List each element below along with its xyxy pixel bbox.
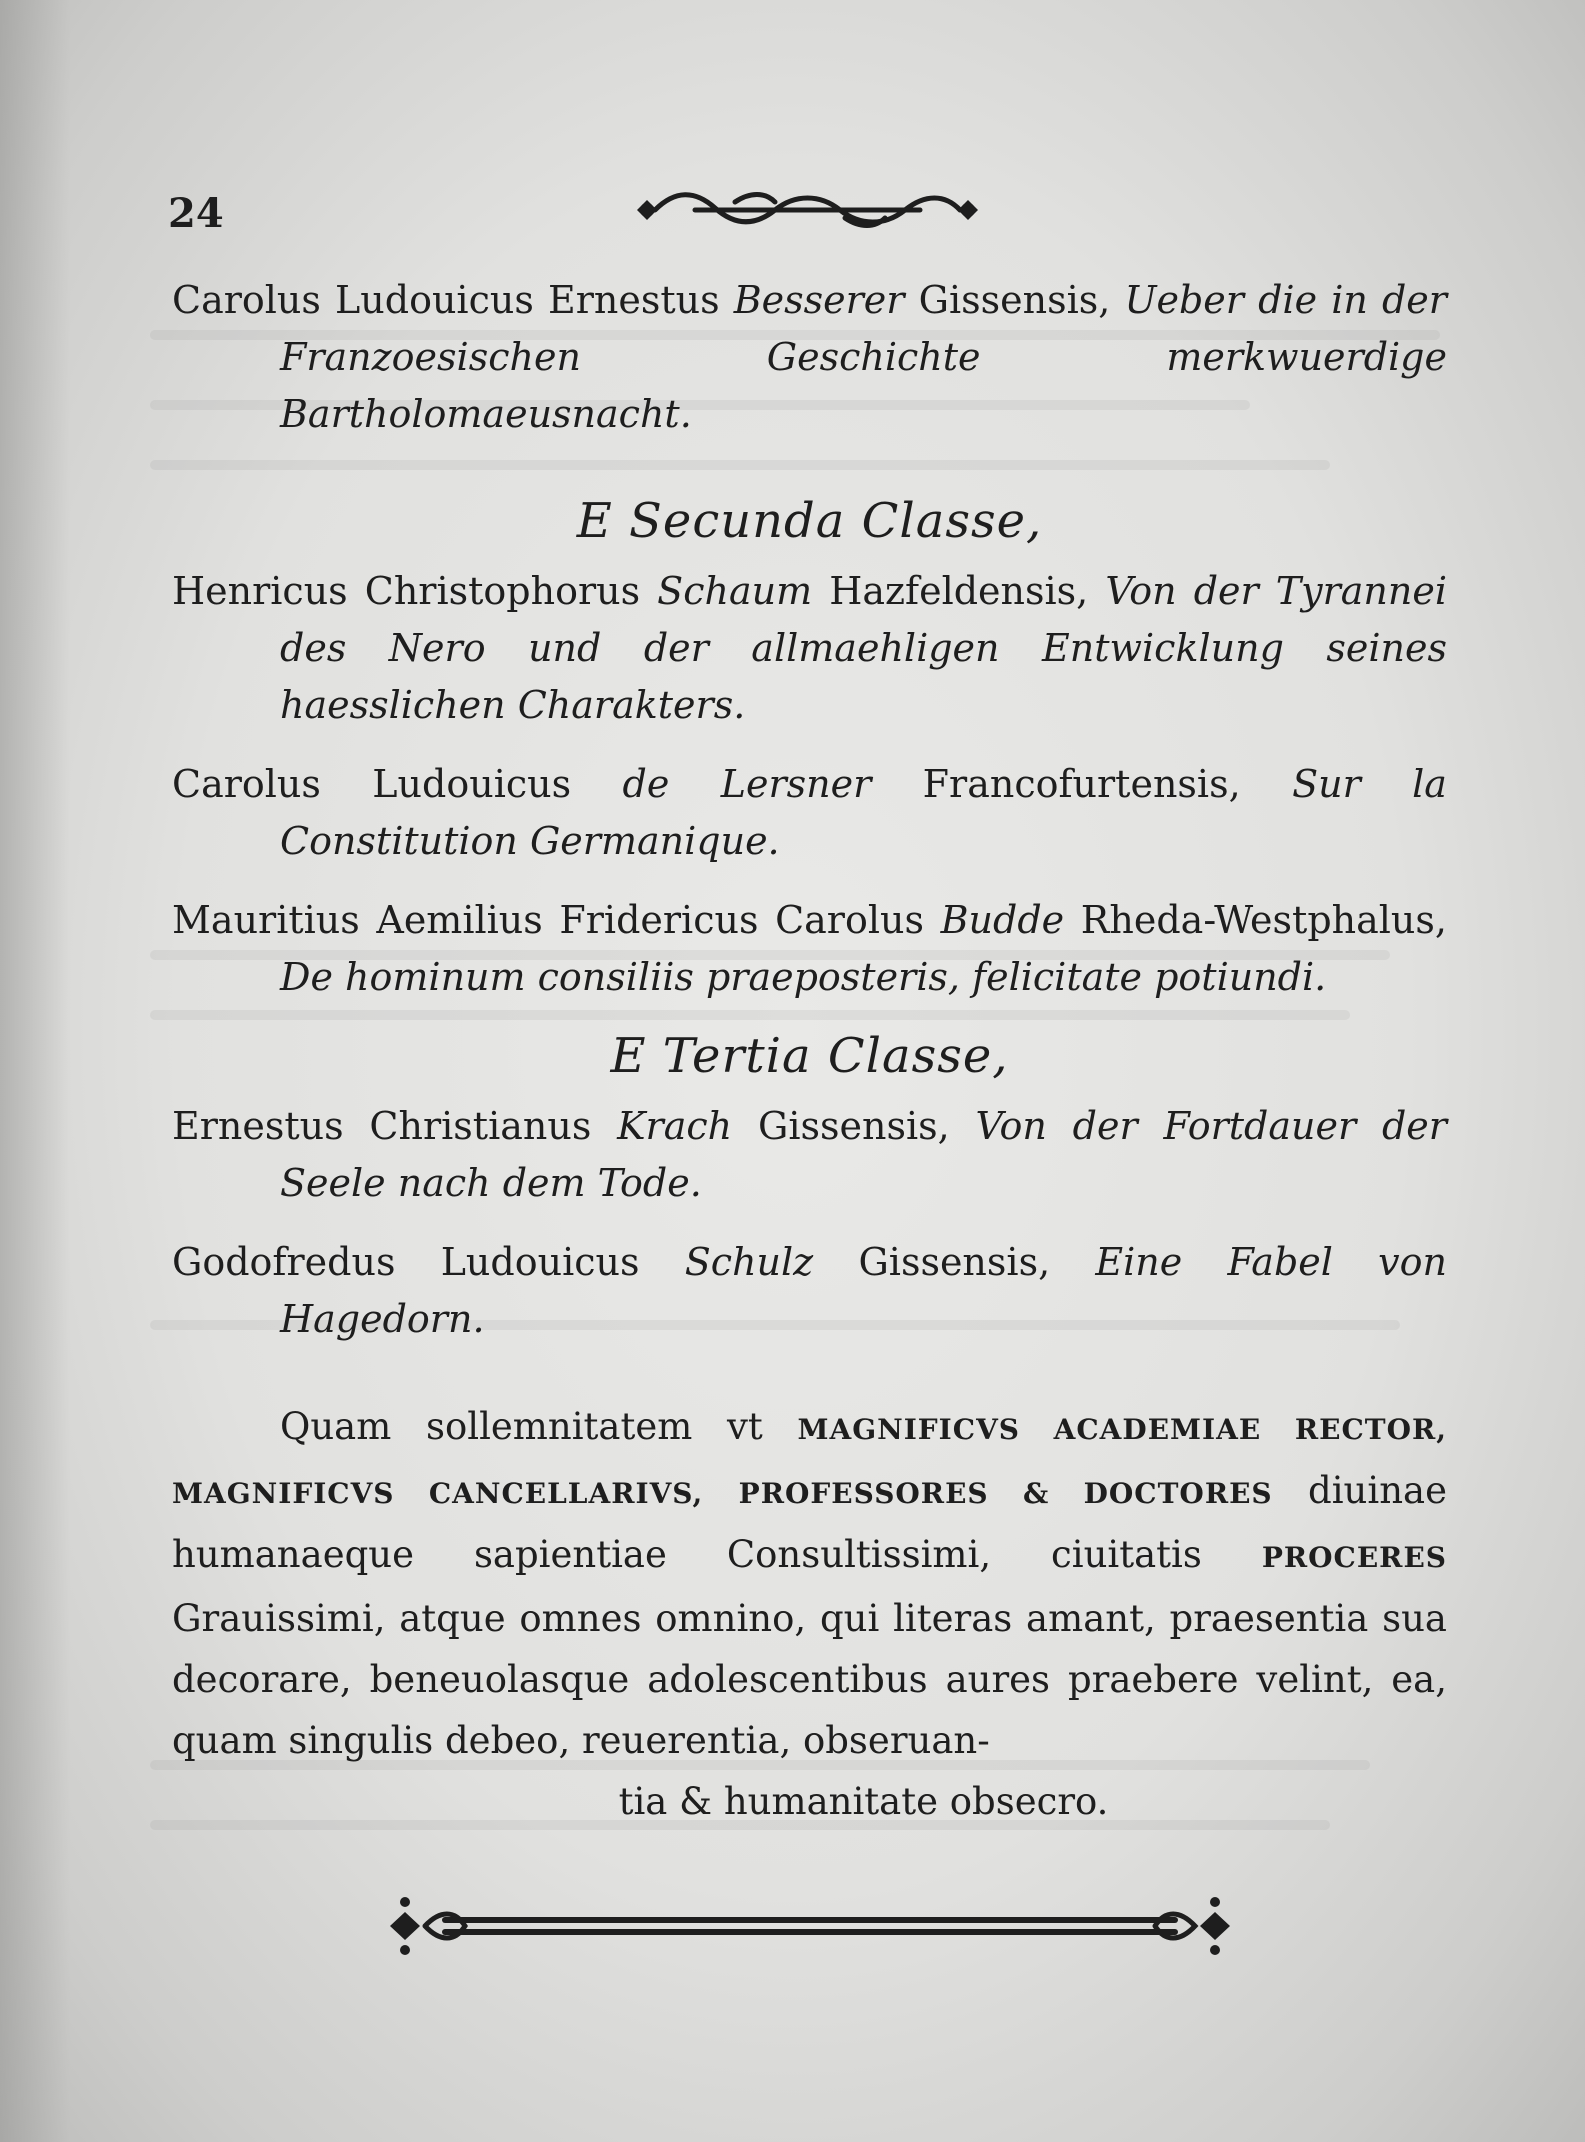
- header-ornament-graphic: [635, 180, 980, 240]
- entry-origin: Hazfeldensis,: [829, 569, 1089, 613]
- entry-title: Eine Fabel von Hagedorn.: [280, 1240, 1447, 1341]
- footer-ornament: [385, 1890, 1235, 1965]
- closing-professores: PROFESSORES & DOCTORES: [738, 1477, 1273, 1510]
- entry-name: Ernestus Christianus: [172, 1104, 592, 1148]
- entry-origin: Rheda-Westphalus,: [1080, 898, 1447, 942]
- closing-rector: MAGNIFICVS ACADEMIAE RECTOR,: [797, 1413, 1447, 1446]
- entry-name: Mauritius Aemilius Fridericus Carolus: [172, 898, 924, 942]
- entry-title: Sur la Constitution Germanique.: [280, 762, 1447, 863]
- page-text: [172, 272, 1447, 1869]
- footer-ornament-graphic: [385, 1890, 1235, 1965]
- closing-text: diuinae humanaeque sapientiae Consultissimi, ciuitatis: [172, 1469, 1447, 1576]
- entry-title: Von der Fortdauer der Seele nach dem Tode.: [280, 1104, 1447, 1205]
- page-number: 24: [168, 190, 224, 237]
- entry-origin: Gissensis,: [918, 278, 1111, 322]
- header-ornament: [635, 180, 980, 240]
- entry-krach: [172, 1098, 1447, 1212]
- section-heading-secunda: E Secunda Classe,: [576, 493, 1043, 549]
- entry-origin: Gissensis,: [858, 1240, 1051, 1284]
- entry-schaum: [172, 563, 1447, 734]
- closing-text: Grauissimi, atque omnes omnino, qui literas amant, praesentia sua decorare, beneuolasque adolescentibus aures praebere velint, ea, quam singulis debeo, reuerentia, obseruan-: [172, 1597, 1447, 1762]
- entry-title: Ueber die in der Franzoesischen Geschichte merkwuerdige Bartholomaeusnacht.: [280, 278, 1447, 436]
- entry-name: Godofredus Ludouicus: [172, 1240, 640, 1284]
- entry-surname: Schaum: [657, 569, 813, 613]
- entry-origin: Gissensis,: [757, 1104, 950, 1148]
- closing-paragraph: [172, 1396, 1447, 1832]
- entry-surname: Besserer: [733, 278, 905, 322]
- entry-title: Von der Tyrannei des Nero und der allmaehligen Entwicklung seines haesslichen Charakters.: [280, 569, 1447, 727]
- section-heading-tertia: E Tertia Classe,: [610, 1028, 1009, 1084]
- closing-cancellarius: MAGNIFICVS CANCELLARIVS,: [172, 1477, 704, 1510]
- entry-surname: Budde: [940, 898, 1065, 942]
- entry-budde: [172, 892, 1447, 1006]
- entry-surname: Krach: [617, 1104, 733, 1148]
- entry-lersner: [172, 756, 1447, 870]
- entry-name: Carolus Ludouicus Ernestus: [172, 278, 720, 322]
- entry-name: Carolus Ludouicus: [172, 762, 572, 806]
- entry-name: Henricus Christophorus: [172, 569, 641, 613]
- entry-surname: de Lersner: [622, 762, 872, 806]
- closing-last-line: tia & humanitate obsecro.: [618, 1780, 1109, 1823]
- page-fold-shadow: [0, 0, 70, 2142]
- closing-proceres: PROCERES: [1261, 1541, 1448, 1574]
- entry-origin: Francofurtensis,: [922, 762, 1241, 806]
- entry-surname: Schulz: [684, 1240, 814, 1284]
- entry-title: De hominum consiliis praeposteris, felicitate potiundi.: [280, 955, 1327, 999]
- entry-besserer: [172, 272, 1447, 443]
- closing-text: Quam sollemnitatem vt: [280, 1405, 763, 1448]
- entry-schulz: [172, 1234, 1447, 1348]
